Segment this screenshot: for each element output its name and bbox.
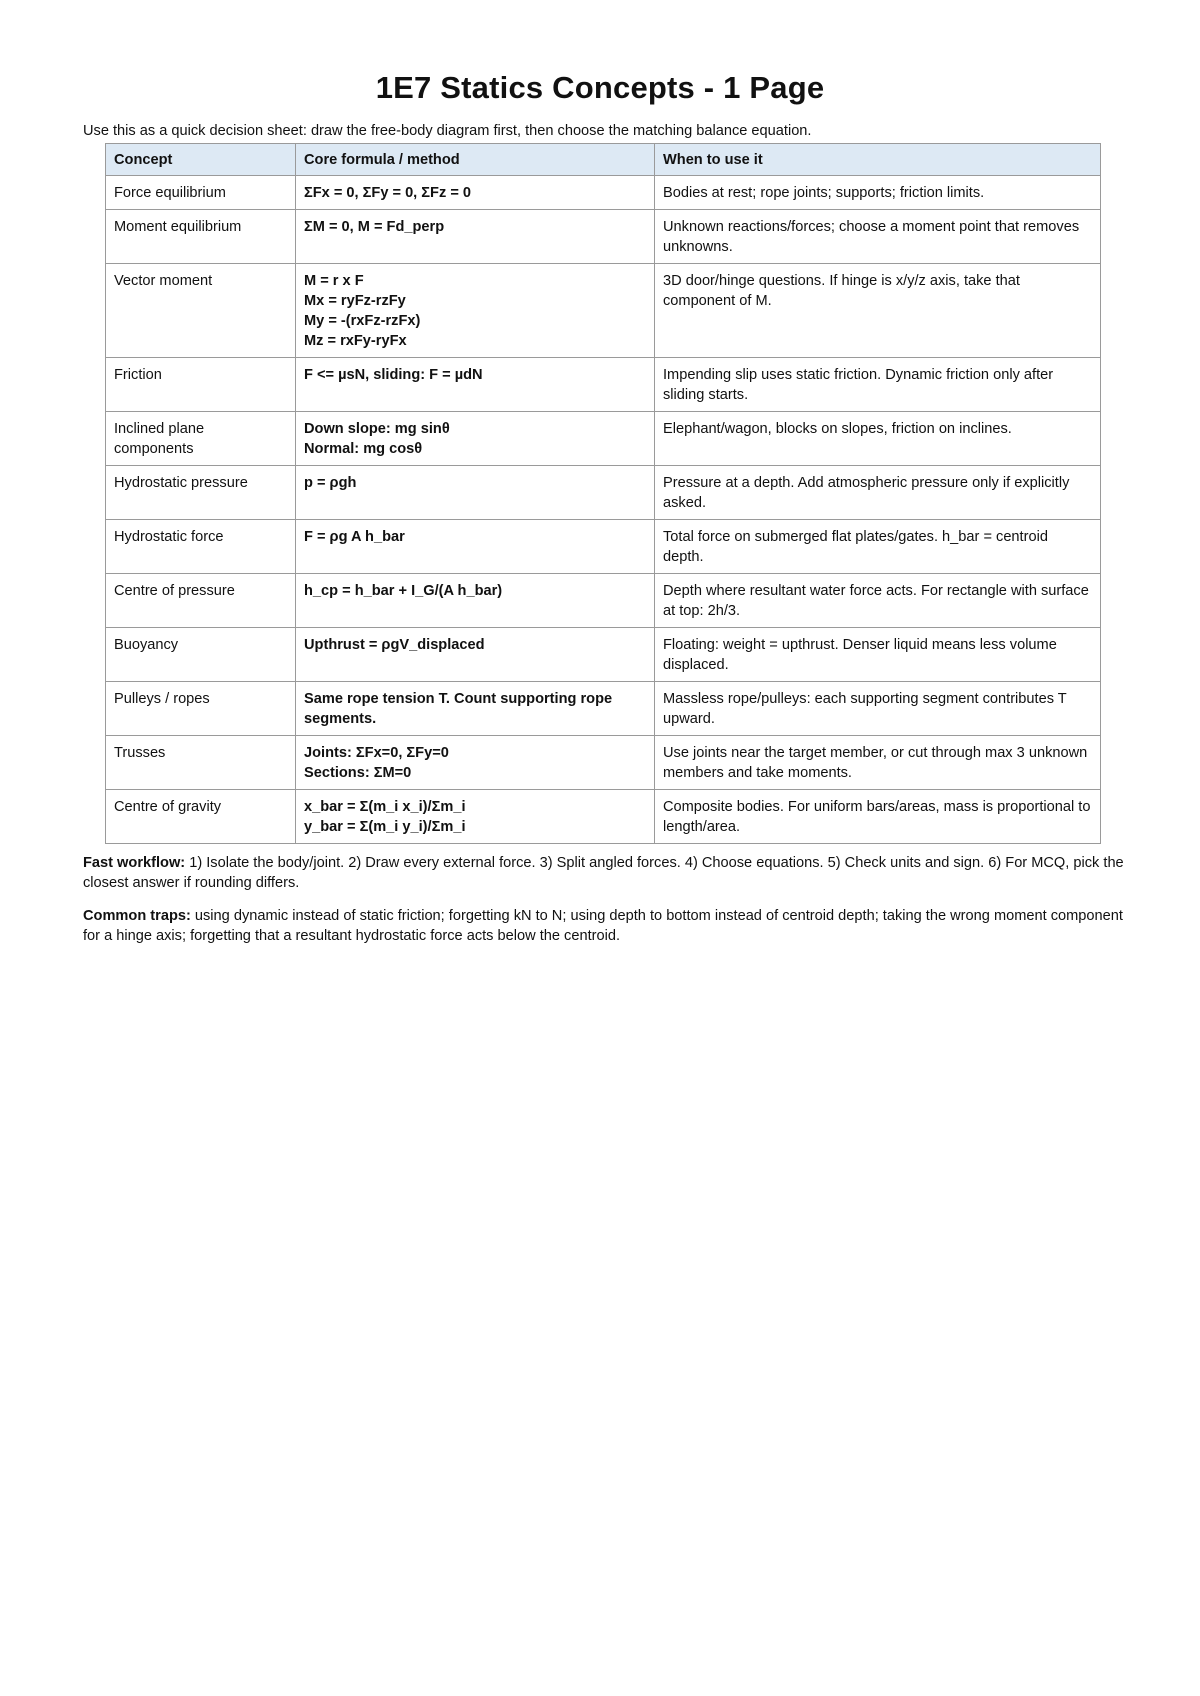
concept-cell: Force equilibrium bbox=[106, 176, 296, 210]
when-cell: Massless rope/pulleys: each supporting segment contributes T upward. bbox=[655, 682, 1101, 736]
traps-paragraph bbox=[83, 906, 1133, 946]
formula-line: Joints: ΣFx=0, ΣFy=0 bbox=[304, 745, 449, 761]
formula-line: p = ρgh bbox=[304, 475, 357, 491]
when-cell: Pressure at a depth. Add atmospheric pressure only if explicitly asked. bbox=[655, 466, 1101, 520]
table-row bbox=[106, 628, 1101, 682]
table-row bbox=[106, 682, 1101, 736]
table-row bbox=[106, 358, 1101, 412]
when-cell: Depth where resultant water force acts. For rectangle with surface at top: 2h/3. bbox=[655, 574, 1101, 628]
concept-cell: Centre of pressure bbox=[106, 574, 296, 628]
table-row bbox=[106, 466, 1101, 520]
header-when: When to use it bbox=[655, 144, 1101, 176]
concept-cell: Centre of gravity bbox=[106, 790, 296, 844]
workflow-paragraph bbox=[83, 853, 1133, 893]
formula-cell bbox=[296, 358, 655, 412]
formula-line: M = r x F bbox=[304, 273, 364, 289]
formula-line: h_cp = h_bar + I_G/(A h_bar) bbox=[304, 583, 503, 599]
table-row bbox=[106, 412, 1101, 466]
formula-line: y_bar = Σ(m_i y_i)/Σm_i bbox=[304, 819, 466, 835]
page-title: 1E7 Statics Concepts - 1 Page bbox=[375, 70, 825, 105]
traps-text: using dynamic instead of static friction; forgetting kN to N; using depth to bottom instead of centroid depth; taking the wrong moment component for a hinge axis; forgetting that a resultant hydrostatic force acts below the centroid. bbox=[83, 908, 1123, 944]
formula-cell bbox=[296, 176, 655, 210]
intro-text: Use this as a quick decision sheet: draw the free-body diagram first, then choose the matching balance equation. bbox=[83, 123, 812, 139]
concept-cell: Friction bbox=[106, 358, 296, 412]
table-row bbox=[106, 210, 1101, 264]
formula-line: Same rope tension T. Count supporting rope segments. bbox=[304, 691, 613, 727]
formula-cell bbox=[296, 466, 655, 520]
formula-line: ΣM = 0, M = Fd_perp bbox=[304, 219, 445, 235]
concept-cell: Inclined plane components bbox=[106, 412, 296, 466]
formula-cell bbox=[296, 790, 655, 844]
formula-line: Upthrust = ρgV_displaced bbox=[304, 637, 485, 653]
formula-line: Mx = ryFz-rzFy bbox=[304, 293, 406, 309]
workflow-text: 1) Isolate the body/joint. 2) Draw every external force. 3) Split angled forces. 4) Choose equations. 5) Check units and sign. 6) For MCQ, pick the closest answer if rounding differs. bbox=[83, 855, 1124, 891]
table-row bbox=[106, 790, 1101, 844]
concept-cell: Vector moment bbox=[106, 264, 296, 358]
when-cell: Floating: weight = upthrust. Denser liquid means less volume displaced. bbox=[655, 628, 1101, 682]
table-row bbox=[106, 264, 1101, 358]
formula-cell bbox=[296, 520, 655, 574]
header-formula: Core formula / method bbox=[296, 144, 655, 176]
when-cell: Use joints near the target member, or cut through max 3 unknown members and take moments. bbox=[655, 736, 1101, 790]
formula-cell bbox=[296, 412, 655, 466]
concept-cell: Moment equilibrium bbox=[106, 210, 296, 264]
concept-cell: Pulleys / ropes bbox=[106, 682, 296, 736]
table-row bbox=[106, 736, 1101, 790]
header-concept: Concept bbox=[106, 144, 296, 176]
table-row bbox=[106, 520, 1101, 574]
formula-cell bbox=[296, 628, 655, 682]
table-row bbox=[106, 176, 1101, 210]
when-cell: 3D door/hinge questions. If hinge is x/y/z axis, take that component of M. bbox=[655, 264, 1101, 358]
formula-cell bbox=[296, 264, 655, 358]
when-cell: Total force on submerged flat plates/gates. h_bar = centroid depth. bbox=[655, 520, 1101, 574]
when-cell: Impending slip uses static friction. Dynamic friction only after sliding starts. bbox=[655, 358, 1101, 412]
concept-cell: Buoyancy bbox=[106, 628, 296, 682]
traps-label: Common traps: bbox=[83, 908, 191, 924]
workflow-label: Fast workflow: bbox=[83, 855, 186, 871]
table-row bbox=[106, 574, 1101, 628]
concept-cell: Hydrostatic pressure bbox=[106, 466, 296, 520]
formula-cell bbox=[296, 736, 655, 790]
when-cell: Unknown reactions/forces; choose a moment point that removes unknowns. bbox=[655, 210, 1101, 264]
when-cell: Bodies at rest; rope joints; supports; friction limits. bbox=[655, 176, 1101, 210]
formula-line: My = -(rxFz-rzFx) bbox=[304, 313, 421, 329]
formula-line: Mz = rxFy-ryFx bbox=[304, 333, 407, 349]
formula-line: Down slope: mg sinθ bbox=[304, 421, 450, 437]
when-cell: Composite bodies. For uniform bars/areas, mass is proportional to length/area. bbox=[655, 790, 1101, 844]
formula-line: Sections: ΣM=0 bbox=[304, 765, 412, 781]
formula-cell bbox=[296, 574, 655, 628]
table-header-row bbox=[106, 144, 1101, 176]
formula-line: F <= µsN, sliding: F = µdN bbox=[304, 367, 483, 383]
formula-line: ΣFx = 0, ΣFy = 0, ΣFz = 0 bbox=[304, 185, 472, 201]
formula-line: Normal: mg cosθ bbox=[304, 441, 423, 457]
formula-line: F = ρg A h_bar bbox=[304, 529, 405, 545]
formula-cell bbox=[296, 210, 655, 264]
concept-cell: Trusses bbox=[106, 736, 296, 790]
formula-cell bbox=[296, 682, 655, 736]
concept-cell: Hydrostatic force bbox=[106, 520, 296, 574]
formula-line: x_bar = Σ(m_i x_i)/Σm_i bbox=[304, 799, 466, 815]
when-cell: Elephant/wagon, blocks on slopes, friction on inclines. bbox=[655, 412, 1101, 466]
concepts-table bbox=[105, 143, 1101, 844]
